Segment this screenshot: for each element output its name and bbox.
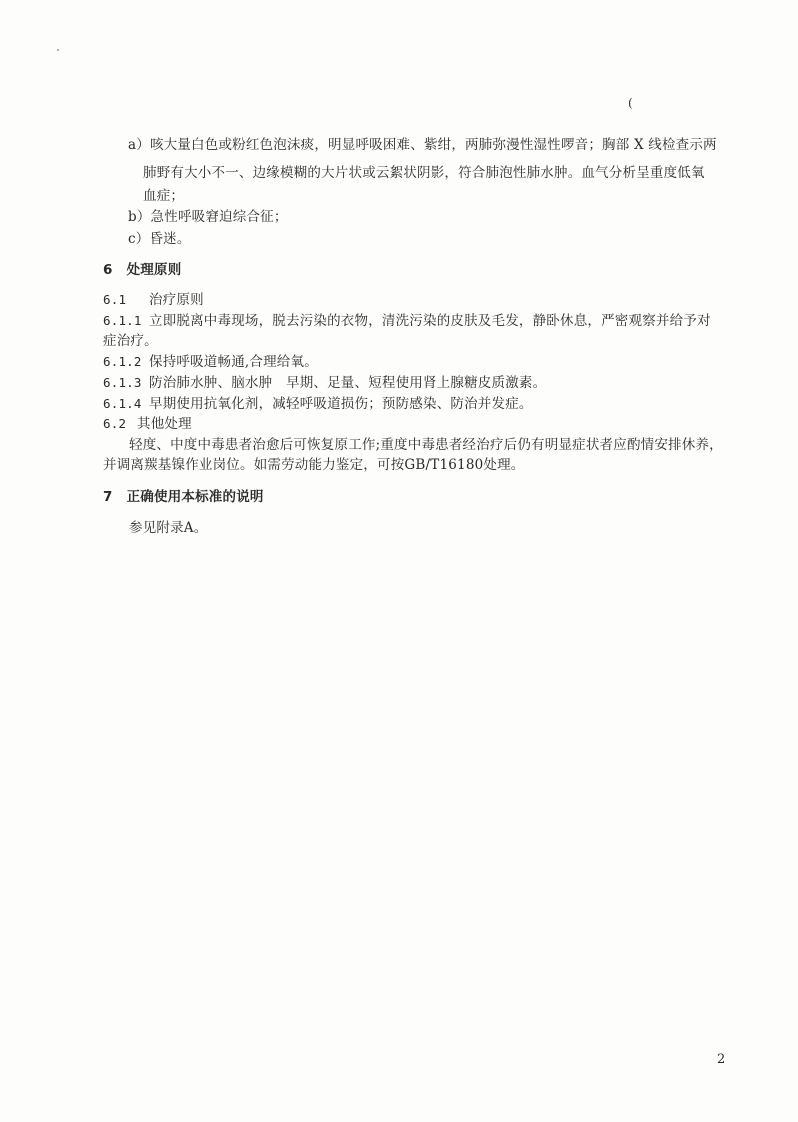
item-b: b）急性呼吸窘迫综合征；: [128, 209, 288, 225]
clause-6-1-2-text: 保持呼吸道畅通,合理给氧。: [149, 354, 318, 370]
item-a-line1: a）咳大量白色或粉红色泡沫痰，明显呼吸困难、紫绀，两肺弥漫性湿性啰音；胸部 X 线检查示两: [128, 137, 717, 153]
subsection-6-2-text: 其他处理: [137, 416, 192, 432]
clause-6-1-2: [103, 352, 318, 372]
clause-6-1-2-number: 6.1.2: [103, 354, 142, 369]
section-7-heading: [103, 487, 264, 507]
section-6-title: 处理原则: [126, 262, 182, 278]
clause-6-1-3: [103, 373, 546, 393]
subsection-6-1-text: 治疗原则: [149, 292, 204, 308]
scan-speck: [57, 49, 59, 51]
subsection-6-2-number: 6.2: [103, 416, 127, 431]
clause-6-1-4-text: 早期使用抗氧化剂，减轻呼吸道损伤；预防感染、防治并发症。: [149, 396, 533, 412]
item-a-line2: 肺野有大小不一、边缘模糊的大片状或云絮状阴影，符合肺泡性肺水肿。血气分析呈重度低氧: [143, 165, 705, 181]
clause-6-1-4-number: 6.1.4: [103, 396, 142, 411]
section-7-number: 7: [103, 489, 113, 505]
section-6-number: 6: [103, 262, 113, 278]
clause-6-1-3-text: 防治肺水肿、脑水肿 早期、足量、短程使用肾上腺糖皮质激素。: [149, 375, 547, 391]
clause-6-1-1-continuation: 症治疗。: [103, 333, 158, 349]
item-c: c）昏迷。: [128, 231, 191, 247]
paragraph-7: 参见附录A。: [129, 520, 208, 536]
clause-6-1-3-number: 6.1.3: [103, 375, 142, 390]
subsection-6-1-number: 6.1: [103, 292, 127, 307]
paragraph-6-2-line2: 并调离羰基镍作业岗位。如需劳动能力鉴定，可按GB/T16180处理。: [103, 457, 525, 473]
page-number: 2: [717, 1052, 726, 1067]
subsection-6-2: [103, 414, 192, 434]
clause-6-1-1: [103, 311, 711, 331]
section-6-heading: [103, 260, 181, 280]
corner-mark: (: [628, 96, 633, 110]
clause-6-1-1-text: 立即脱离中毒现场，脱去污染的衣物，清洗污染的皮肤及毛发，静卧休息，严密观察并给予对: [149, 313, 711, 329]
item-a-line3: 血症；: [143, 188, 185, 204]
clause-6-1-1-number: 6.1.1: [103, 313, 142, 328]
subsection-6-1: [103, 290, 204, 310]
paragraph-6-2-line1: 轻度、中度中毒患者治愈后可恢复原工作;重度中毒患者经治疗后仍有明显症状者应酌情安排休养，: [129, 437, 723, 453]
section-7-title: 正确使用本标准的说明: [126, 489, 264, 505]
clause-6-1-4: [103, 394, 533, 414]
